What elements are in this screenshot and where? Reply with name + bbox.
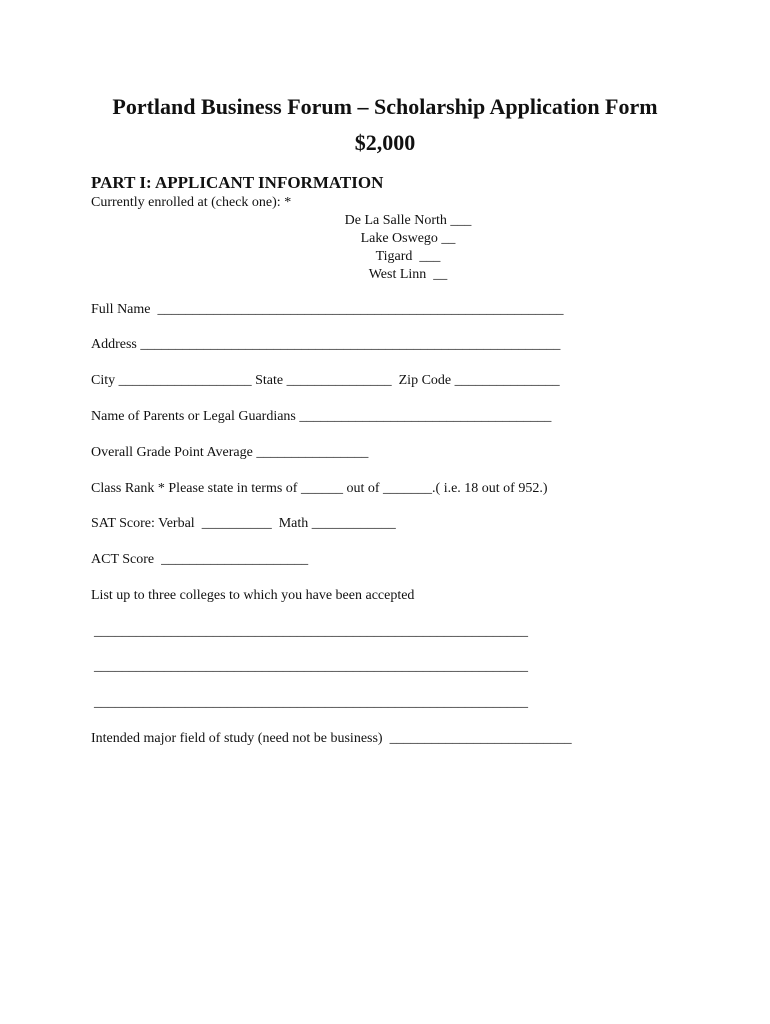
full-name-field[interactable]: __________________________________________________________ xyxy=(157,302,564,317)
colleges-label: List up to three colleges to which you have been accepted xyxy=(91,588,415,603)
full-name-row xyxy=(91,302,564,318)
parents-field[interactable]: ____________________________________ xyxy=(299,409,552,424)
school-option-tigard[interactable]: Tigard ___ xyxy=(375,249,441,264)
sat-row xyxy=(91,516,396,532)
city-field[interactable]: ___________________ xyxy=(118,373,252,388)
act-label: ACT Score xyxy=(91,552,155,567)
act-row xyxy=(91,552,308,568)
sat-math-field[interactable]: ____________ xyxy=(311,516,396,531)
class-rank-label: Class Rank * Please state in terms of xyxy=(91,481,298,496)
major-field[interactable]: __________________________ xyxy=(389,731,572,746)
school-option-de-la-salle-north[interactable]: De La Salle North ___ xyxy=(344,213,472,228)
school-options xyxy=(0,212,770,284)
city-state-zip-row xyxy=(91,373,560,389)
gpa-label: Overall Grade Point Average xyxy=(91,445,253,460)
class-rank-example: .( i.e. 18 out of 952.) xyxy=(432,481,548,496)
full-name-label: Full Name xyxy=(91,302,151,317)
section-title: PART I: APPLICANT INFORMATION xyxy=(91,173,384,192)
class-size-field[interactable]: _______ xyxy=(383,481,433,496)
major-row xyxy=(91,731,572,747)
sat-verbal-field[interactable]: __________ xyxy=(201,516,272,531)
college-line-1[interactable]: ______________________________________________________________ xyxy=(94,624,528,639)
address-label: Address xyxy=(91,337,137,352)
address-field[interactable]: ____________________________________________________________ xyxy=(140,337,561,352)
class-rank-row xyxy=(91,481,548,497)
form-title: Portland Business Forum – Scholarship Application Form xyxy=(112,94,658,119)
gpa-field[interactable]: ________________ xyxy=(256,445,369,460)
gpa-row xyxy=(91,445,368,461)
state-field[interactable]: _______________ xyxy=(286,373,392,388)
parents-label: Name of Parents or Legal Guardians xyxy=(91,409,296,424)
parents-row xyxy=(91,409,551,425)
city-label: City xyxy=(91,373,116,388)
scholarship-amount: $2,000 xyxy=(354,130,416,155)
class-rank-field[interactable]: ______ xyxy=(300,481,343,496)
school-option-lake-oswego[interactable]: Lake Oswego __ xyxy=(360,231,456,246)
enrolled-prompt: Currently enrolled at (check one): * xyxy=(91,195,292,210)
act-field[interactable]: _____________________ xyxy=(161,552,309,567)
zip-field[interactable]: _______________ xyxy=(454,373,560,388)
state-label: State xyxy=(255,373,284,388)
class-rank-out-of: out of xyxy=(346,481,380,496)
college-line-3[interactable]: ______________________________________________________________ xyxy=(94,695,528,710)
sat-verbal-label: SAT Score: Verbal xyxy=(91,516,195,531)
school-option-west-linn[interactable]: West Linn __ xyxy=(368,267,448,282)
address-row xyxy=(91,337,560,353)
sat-math-label: Math xyxy=(278,516,309,531)
zip-label: Zip Code xyxy=(398,373,452,388)
college-line-2[interactable]: ______________________________________________________________ xyxy=(94,659,528,674)
major-label: Intended major field of study (need not be business) xyxy=(91,731,383,746)
